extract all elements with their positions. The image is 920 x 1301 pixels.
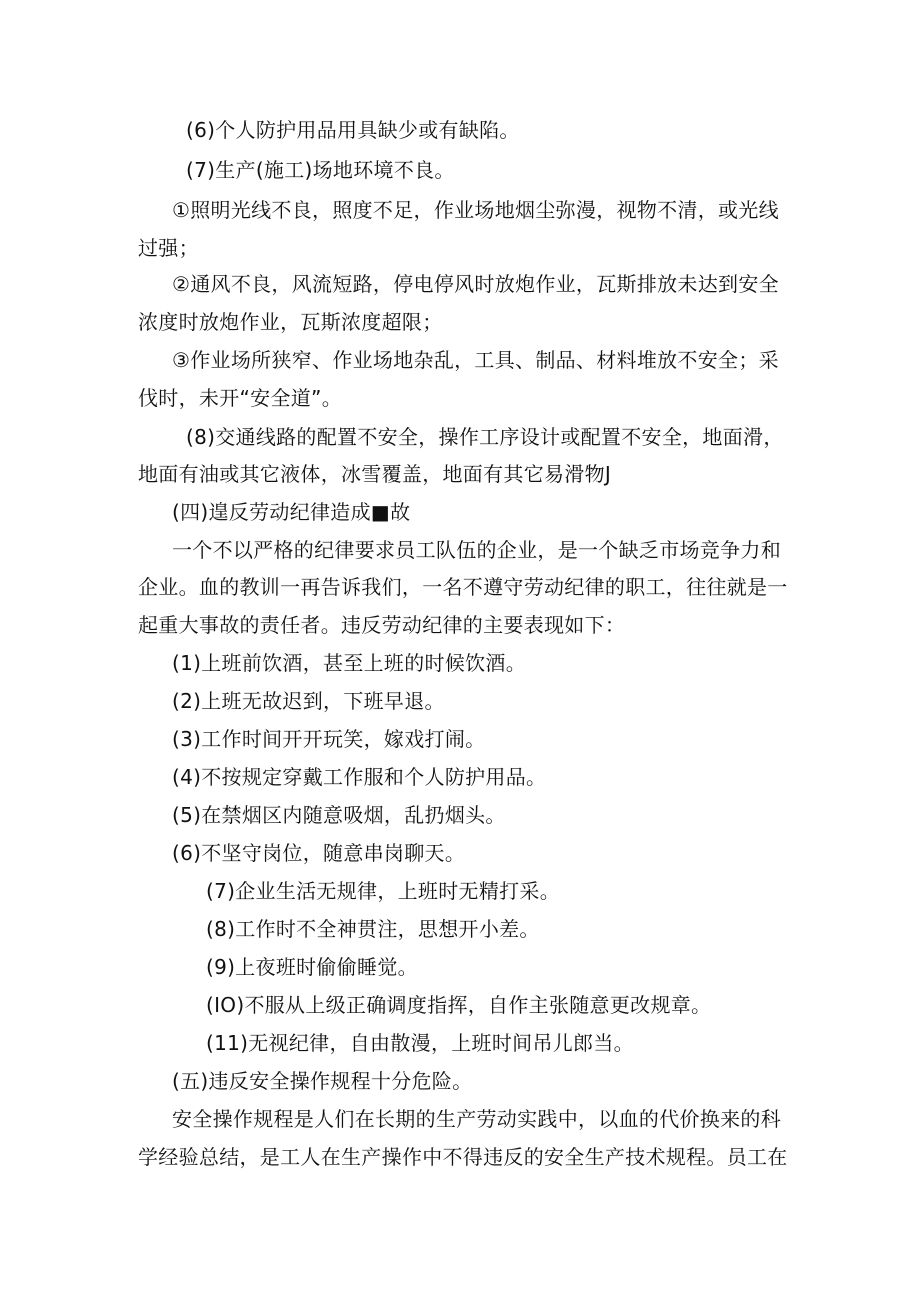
section-heading: (四)遑反劳动纪律造成■故: [172, 500, 411, 524]
section-heading: (五)违反安全操作规程十分危险。: [172, 1069, 473, 1093]
list-item: (7)企业生活无规律，上班时无精打采。: [206, 879, 561, 903]
list-item: (5)在禁烟区内随意吸烟，乱扔烟头。: [172, 803, 506, 827]
text-line: 安全操作规程是人们在长期的生产劳动实践中，以血的代价换来的科: [172, 1107, 781, 1131]
text-line: 浓度时放炮作业，瓦斯浓度超限；: [138, 310, 443, 334]
text-line: (6)个人防护用品用具缺少或有缺陷。: [186, 118, 520, 142]
list-item: (1)上班前饮酒，甚至上班的时候饮酒。: [172, 651, 527, 675]
text-line: (7)生产(施工)场地环境不良。: [186, 158, 455, 182]
text-line: 起重大事故的责任者。违反劳动纪律的主要表现如下：: [138, 613, 626, 637]
text-line: 学经验总结，是工人在生产操作中不得违反的安全生产技术规程。员工在: [138, 1145, 788, 1169]
text-line: (8)交通线路的配置不安全，操作工序设计或配置不安全，地面滑，: [186, 425, 784, 449]
list-item: (6)不坚守岗位，随意串岗聊天。: [172, 841, 466, 865]
list-item: (2)上班无故迟到，下班早退。: [172, 689, 445, 713]
text-line: ②通风不良，风流短路，停电停风时放炮作业，瓦斯排放未达到安全: [172, 272, 779, 296]
text-line: 过强；: [138, 236, 199, 260]
list-item: (11)无视纪律，自由散漫，上班时间吊儿郎当。: [206, 1031, 634, 1055]
text-line: ③作业场所狭窄、作业场地杂乱，工具、制品、材料堆放不安全；采: [172, 348, 779, 372]
list-item: (9)上夜班时偷偷睡觉。: [206, 955, 418, 979]
list-item: (8)工作时不全神贯注，思想开小差。: [206, 917, 540, 941]
text-line: 一个不以严格的纪律要求员工队伍的企业，是一个缺乏市场竞争力和: [172, 538, 781, 562]
text-line: 企业。血的教训一再告诉我们，一名不遵守劳动纪律的职工，往往就是一: [138, 575, 788, 599]
list-item: (3)工作时间开开玩笑，嫁戏打闹。: [172, 727, 486, 751]
text-line: 地面有油或其它液体，冰雪覆盖，地面有其它易滑物J: [138, 462, 612, 486]
text-line: ①照明光线不良，照度不足，作业场地烟尘弥漫，视物不清，或光线: [172, 198, 779, 222]
list-item: (4)不按规定穿戴工作服和个人防护用品。: [172, 765, 547, 789]
list-item: (IO)不服从上级正确调度指挥，自作主张随意更改规章。: [206, 993, 712, 1017]
text-line: 伐时，未开“安全道”。: [138, 386, 343, 410]
